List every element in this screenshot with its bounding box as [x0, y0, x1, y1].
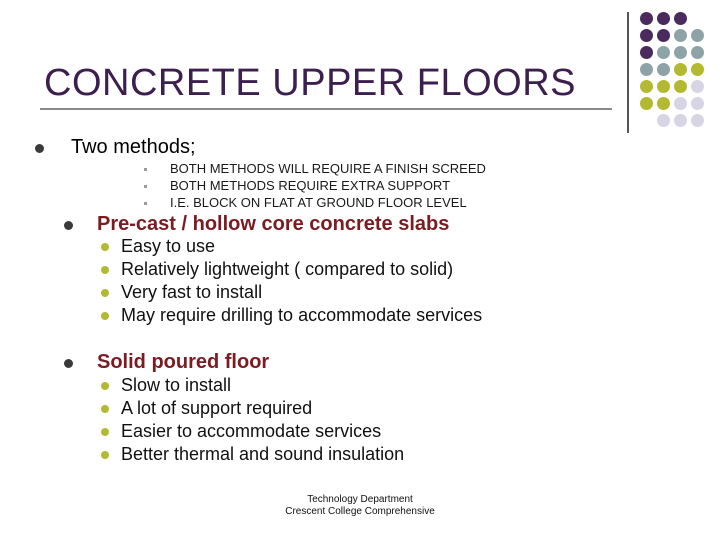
decorative-dot — [691, 46, 704, 59]
decorative-dot — [640, 80, 653, 93]
list-item: Easy to use — [121, 236, 216, 256]
olive-bullet-icon — [101, 266, 109, 274]
olive-bullet-icon — [101, 405, 109, 413]
bullet-icon — [35, 144, 44, 153]
intro-text: Two methods; — [71, 136, 196, 158]
decorative-dot — [674, 29, 687, 42]
decorative-dot — [640, 46, 653, 59]
list-item: May require drilling to accommodate services — [121, 305, 483, 325]
list-item: Slow to install — [121, 375, 232, 395]
decorative-dot — [674, 97, 687, 110]
list-item: Better thermal and sound insulation — [121, 444, 405, 464]
footer — [240, 494, 480, 518]
title-underline — [40, 108, 612, 110]
decorative-dot — [674, 12, 687, 25]
page-title: CONCRETE UPPER FLOORS — [44, 62, 577, 104]
decorative-dot — [691, 97, 704, 110]
bullet-icon — [64, 221, 73, 230]
decorative-dot — [657, 97, 670, 110]
bullet-icon — [64, 359, 73, 368]
decorative-dot — [674, 63, 687, 76]
list-item: Easier to accommodate services — [121, 421, 382, 441]
decorative-dot — [657, 114, 670, 127]
olive-bullet-icon — [101, 289, 109, 297]
decorative-dot — [640, 12, 653, 25]
section-heading: Solid poured floor — [97, 351, 270, 373]
square-bullet-icon — [144, 202, 147, 205]
decorative-vertical-line — [627, 12, 629, 133]
footer-department: Technology Department — [307, 494, 413, 505]
note-item: BOTH METHODS WILL REQUIRE A FINISH SCREED — [170, 161, 486, 176]
square-bullet-icon — [144, 185, 147, 188]
decorative-dot — [691, 63, 704, 76]
list-item: Relatively lightweight ( compared to solid) — [121, 259, 454, 279]
decorative-dot — [640, 97, 653, 110]
note-item: I.E. BLOCK ON FLAT AT GROUND FLOOR LEVEL — [170, 195, 467, 210]
olive-bullet-icon — [101, 451, 109, 459]
olive-bullet-icon — [101, 428, 109, 436]
decorative-dot — [657, 80, 670, 93]
footer-school: Crescent College Comprehensive — [285, 506, 435, 517]
decorative-dot — [691, 80, 704, 93]
note-item: BOTH METHODS REQUIRE EXTRA SUPPORT — [170, 178, 451, 193]
decorative-dot — [691, 29, 704, 42]
decorative-dot — [674, 114, 687, 127]
list-item: Very fast to install — [121, 282, 263, 302]
section-heading: Pre-cast / hollow core concrete slabs — [97, 213, 450, 235]
decorative-dot — [657, 63, 670, 76]
olive-bullet-icon — [101, 382, 109, 390]
decorative-dot — [674, 46, 687, 59]
decorative-dot — [657, 12, 670, 25]
decorative-dot — [640, 63, 653, 76]
decorative-dot — [674, 80, 687, 93]
list-item: A lot of support required — [121, 398, 313, 418]
olive-bullet-icon — [101, 312, 109, 320]
square-bullet-icon — [144, 168, 147, 171]
decorative-dot — [691, 114, 704, 127]
olive-bullet-icon — [101, 243, 109, 251]
decorative-dot — [657, 46, 670, 59]
decorative-dot — [640, 29, 653, 42]
decorative-dot — [657, 29, 670, 42]
